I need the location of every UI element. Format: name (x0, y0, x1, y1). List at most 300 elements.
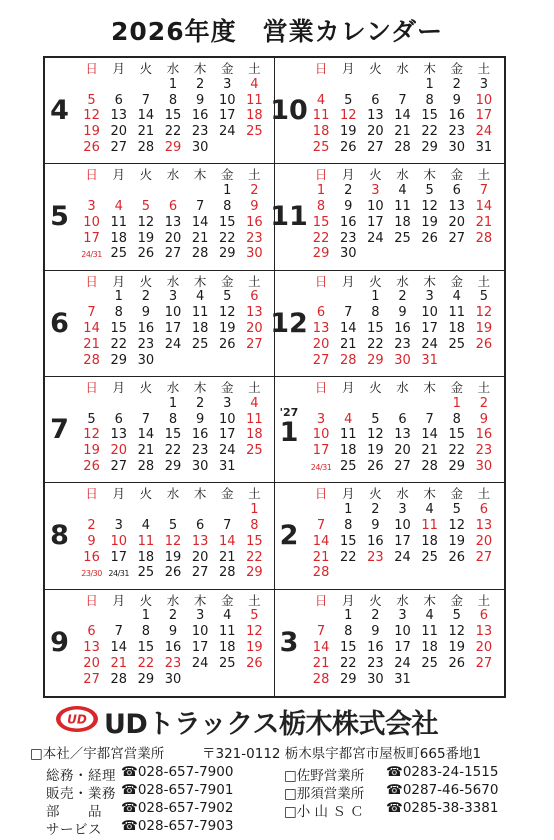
weekday-header: 火 (369, 486, 382, 502)
weekday-header: 日 (85, 273, 98, 289)
day-cell: 29 (164, 458, 182, 474)
empty-cell (78, 397, 105, 412)
month-block (45, 590, 275, 696)
day-cell: 16 (394, 321, 411, 337)
month-block (45, 271, 275, 377)
day-cell: 21 (137, 124, 155, 140)
day-cell: 23 (164, 655, 182, 671)
empty-cell (78, 184, 105, 199)
day-cell: 2 (344, 183, 353, 199)
day-cell: 8 (452, 411, 461, 427)
empty-cell (105, 78, 132, 93)
day-cell: 6 (114, 411, 123, 427)
month-label: 7 (50, 414, 69, 446)
day-cell: 22 (421, 124, 438, 140)
day-cell: 25 (421, 655, 438, 671)
day-cell: 4 (250, 76, 259, 92)
day-cell: 10 (110, 533, 127, 549)
weekday-header: 火 (139, 380, 153, 395)
head-office-address: 〒321-0112 栃木県宇都宮市屋板町665番地1 (202, 746, 482, 762)
day-cell: 18 (448, 321, 466, 337)
empty-cell (214, 673, 241, 688)
branch-label: □小 山 Ｓ Ｃ (284, 804, 364, 820)
weekday-header: 月 (341, 273, 355, 289)
weekday-header: 金 (450, 486, 464, 502)
day-cell: 26 (219, 336, 236, 352)
day-cell: 4 (250, 395, 259, 411)
day-cell: 13 (367, 108, 384, 124)
day-cell: 22 (164, 443, 182, 459)
weekday-header: 木 (193, 592, 207, 608)
day-cell: 3 (479, 76, 489, 92)
day-grid (78, 168, 268, 265)
day-cell: 6 (316, 305, 326, 321)
day-cell: 15 (246, 533, 263, 549)
empty-cell (443, 247, 470, 262)
day-cell: 9 (250, 198, 259, 214)
day-cell: 25 (339, 458, 357, 474)
weekday-header: 金 (450, 380, 464, 395)
day-cell: 15 (312, 214, 330, 230)
day-cell: 2 (87, 517, 96, 533)
empty-cell (362, 78, 389, 93)
day-cell: 21 (475, 214, 493, 230)
day-cell: 26 (83, 139, 100, 155)
weekday-header: 月 (341, 486, 355, 502)
month-number (45, 377, 74, 482)
day-cell: 28 (110, 671, 127, 687)
day-cell: 22 (367, 336, 384, 352)
month-number (270, 58, 308, 163)
day-cell: 11 (191, 305, 209, 321)
day-cell: 7 (114, 624, 123, 640)
day-grid (78, 275, 268, 369)
day-grid (308, 487, 498, 581)
day-cell: 31 (394, 671, 411, 687)
empty-cell (308, 503, 335, 518)
weekday-header: 水 (396, 167, 409, 183)
contact-phone: ☎028-657-7902 (121, 800, 234, 816)
day-cell: 7 (316, 624, 326, 640)
day-cell: 5 (479, 289, 489, 305)
day-cell: 8 (425, 92, 434, 108)
weekday-header: 月 (112, 592, 125, 608)
empty-cell (308, 290, 335, 305)
day-cell: 24/31 (81, 250, 102, 260)
day-cell: 14 (394, 108, 411, 124)
weekday-header: 金 (221, 592, 234, 608)
day-cell: 22 (448, 443, 466, 459)
day-cell: 1 (168, 76, 178, 92)
month-label: 9 (50, 627, 69, 659)
day-cell: 5 (371, 411, 380, 427)
weekday-header: 月 (341, 592, 355, 608)
weekday-header: 日 (314, 273, 328, 289)
weekday-header: 土 (477, 592, 491, 608)
empty-cell (78, 290, 105, 305)
day-cell: 3 (195, 608, 205, 624)
day-cell: 6 (479, 608, 489, 624)
day-cell: 28 (475, 230, 493, 246)
company-logo (55, 705, 99, 733)
weekday-header: 土 (477, 61, 491, 76)
day-cell: 23/30 (81, 569, 102, 579)
day-cell: 4 (425, 608, 434, 624)
weekday-header: 火 (139, 273, 153, 289)
calendar-grid (43, 56, 506, 698)
day-cell: 25 (394, 230, 411, 246)
month-block (45, 483, 275, 589)
day-cell: 1 (425, 76, 434, 92)
day-cell: 11 (339, 427, 357, 443)
day-cell: 15 (339, 640, 357, 656)
empty-cell (105, 397, 132, 412)
day-cell: 1 (344, 608, 353, 624)
weekday-header: 日 (314, 486, 328, 502)
weekday-header: 日 (314, 592, 328, 608)
weekday-header: 土 (248, 380, 261, 395)
day-cell: 11 (312, 108, 330, 124)
weekday-header: 金 (221, 380, 234, 395)
weekday-header: 水 (166, 380, 180, 395)
day-cell: 9 (371, 517, 380, 533)
weekday-header: 日 (314, 167, 328, 183)
weekday-header: 木 (193, 380, 207, 395)
day-cell: 16 (339, 214, 357, 230)
day-cell: 25 (110, 246, 127, 262)
weekday-header: 木 (193, 273, 207, 289)
empty-cell (78, 503, 105, 518)
day-cell: 7 (479, 183, 489, 199)
year-label: '27 (279, 405, 299, 419)
day-cell: 1 (250, 502, 259, 518)
day-cell: 24 (164, 336, 182, 352)
day-cell: 27 (246, 336, 263, 352)
day-cell: 15 (339, 533, 357, 549)
day-cell: 10 (83, 214, 100, 230)
day-cell: 25 (219, 655, 236, 671)
weekday-header: 金 (450, 592, 464, 608)
weekday-header: 土 (477, 273, 491, 289)
day-cell: 14 (312, 640, 330, 656)
weekday-header: 日 (85, 61, 98, 76)
day-cell: 11 (246, 92, 263, 108)
weekday-header: 火 (139, 61, 153, 76)
day-cell: 19 (83, 124, 100, 140)
day-cell: 3 (168, 289, 178, 305)
day-cell: 1 (141, 608, 150, 624)
day-cell: 15 (367, 321, 384, 337)
empty-cell (416, 673, 443, 688)
day-cell: 27 (367, 139, 384, 155)
empty-cell (132, 78, 159, 93)
day-cell: 10 (312, 427, 330, 443)
weekday-header: 水 (396, 592, 409, 608)
day-cell: 9 (371, 624, 380, 640)
day-cell: 8 (344, 624, 353, 640)
day-grid (78, 381, 268, 475)
day-cell: 30 (191, 458, 209, 474)
empty-cell (132, 184, 159, 199)
month-label: 11 (270, 201, 308, 233)
day-cell: 31 (219, 458, 236, 474)
day-cell: 17 (475, 108, 493, 124)
empty-cell (308, 609, 335, 624)
month-label: 5 (50, 201, 69, 233)
day-cell: 4 (223, 608, 232, 624)
day-cell: 26 (475, 336, 493, 352)
weekday-header: 土 (477, 486, 491, 502)
empty-cell (132, 503, 159, 518)
day-cell: 12 (137, 214, 155, 230)
weekday-header: 日 (85, 486, 98, 502)
day-cell: 26 (367, 458, 384, 474)
branch-label: □那須営業所 (284, 786, 365, 802)
day-cell: 13 (448, 198, 466, 214)
day-cell: 8 (114, 305, 123, 321)
day-cell: 3 (223, 76, 232, 92)
day-cell: 13 (475, 624, 493, 640)
empty-cell (389, 397, 416, 412)
day-cell: 1 (371, 289, 380, 305)
day-cell: 25 (137, 565, 155, 581)
empty-cell (187, 354, 214, 369)
day-cell: 21 (191, 230, 209, 246)
empty-cell (187, 673, 214, 688)
contact-phone: ☎028-657-7901 (121, 782, 234, 798)
day-cell: 14 (475, 198, 493, 214)
day-cell: 12 (83, 108, 100, 124)
day-cell: 13 (164, 214, 182, 230)
month-label: 2 (279, 520, 299, 552)
empty-cell (132, 397, 159, 412)
weekday-header: 水 (396, 273, 409, 289)
day-cell: 7 (316, 517, 326, 533)
month-number (270, 271, 308, 376)
day-cell: 30 (394, 352, 411, 368)
weekday-header: 日 (85, 380, 98, 395)
day-cell: 8 (371, 305, 380, 321)
month-block (270, 58, 505, 164)
empty-cell (78, 609, 105, 624)
day-cell: 11 (246, 411, 263, 427)
day-cell: 19 (137, 230, 155, 246)
day-cell: 26 (339, 139, 357, 155)
day-cell: 13 (110, 108, 127, 124)
month-block (45, 377, 275, 483)
day-cell: 14 (110, 640, 127, 656)
day-cell: 30 (339, 246, 357, 262)
day-cell: 28 (83, 352, 100, 368)
day-cell: 15 (164, 108, 182, 124)
day-cell: 1 (223, 183, 232, 199)
empty-cell (362, 397, 389, 412)
day-cell: 22 (312, 230, 330, 246)
day-cell: 4 (141, 517, 150, 533)
empty-cell (241, 354, 268, 369)
empty-cell (214, 503, 241, 518)
day-cell: 5 (344, 92, 353, 108)
day-cell: 2 (195, 76, 205, 92)
day-cell: 9 (195, 411, 205, 427)
day-cell: 1 (168, 395, 178, 411)
weekday-header: 月 (341, 61, 355, 76)
day-cell: 23 (191, 124, 209, 140)
day-cell: 21 (137, 443, 155, 459)
branch-phone: ☎0285-38-3381 (386, 800, 499, 816)
empty-cell (416, 566, 443, 581)
day-cell: 17 (191, 640, 209, 656)
empty-cell (187, 503, 214, 518)
day-cell: 9 (195, 92, 205, 108)
day-cell: 22 (110, 336, 127, 352)
day-cell: 30 (367, 671, 384, 687)
page-title: 2026年度 営業カレンダー (111, 17, 443, 46)
weekday-header: 水 (396, 486, 409, 502)
contact-label: サービス (46, 822, 102, 838)
day-cell: 28 (191, 246, 209, 262)
weekday-header: 木 (193, 167, 207, 183)
day-cell: 7 (344, 305, 353, 321)
day-cell: 16 (367, 640, 384, 656)
day-cell: 28 (219, 565, 236, 581)
weekday-header: 土 (477, 380, 491, 395)
weekday-header: 水 (396, 380, 409, 395)
weekday-header: 金 (221, 167, 234, 183)
empty-cell (335, 78, 362, 93)
day-grid (308, 168, 498, 262)
day-cell: 9 (479, 411, 489, 427)
weekday-header: 木 (423, 592, 436, 608)
day-cell: 29 (421, 139, 438, 155)
day-cell: 27 (164, 246, 182, 262)
day-cell: 29 (137, 671, 155, 687)
empty-cell (159, 354, 186, 369)
logo-text: UD (67, 712, 87, 727)
day-cell: 28 (312, 565, 330, 581)
day-cell: 24/31 (310, 462, 332, 472)
day-cell: 14 (421, 427, 438, 443)
day-cell: 8 (168, 411, 178, 427)
day-cell: 9 (344, 198, 353, 214)
day-cell: 18 (421, 640, 438, 656)
day-cell: 1 (114, 289, 123, 305)
empty-cell (362, 566, 389, 581)
day-cell: 21 (83, 336, 100, 352)
day-cell: 17 (394, 640, 411, 656)
day-cell: 17 (421, 321, 438, 337)
day-cell: 20 (448, 214, 466, 230)
day-cell: 30 (137, 352, 155, 368)
day-cell: 24 (394, 655, 411, 671)
day-grid (308, 594, 498, 688)
day-cell: 30 (191, 139, 209, 155)
day-cell: 18 (137, 549, 155, 565)
company-name: UDトラックス栃木株式会社 (104, 709, 439, 740)
day-cell: 13 (394, 427, 411, 443)
day-cell: 7 (87, 305, 96, 321)
day-cell: 11 (421, 517, 438, 533)
day-cell: 24 (219, 443, 236, 459)
weekday-header: 木 (423, 486, 436, 502)
month-number (45, 58, 74, 163)
day-cell: 27 (475, 655, 493, 671)
weekday-header: 木 (193, 486, 207, 502)
day-cell: 19 (246, 640, 263, 656)
day-cell: 5 (250, 608, 259, 624)
day-cell: 10 (421, 305, 438, 321)
weekday-header: 水 (396, 61, 409, 76)
day-cell: 20 (83, 655, 100, 671)
day-cell: 30 (246, 246, 263, 262)
day-cell: 28 (137, 458, 155, 474)
day-cell: 1 (316, 183, 326, 199)
day-cell: 23 (137, 336, 155, 352)
empty-cell (389, 247, 416, 262)
day-cell: 14 (191, 214, 209, 230)
day-cell: 17 (394, 533, 411, 549)
day-cell: 10 (394, 624, 411, 640)
day-cell: 22 (339, 549, 357, 565)
empty-cell (159, 503, 186, 518)
day-cell: 29 (312, 246, 330, 262)
contact-label: 販売・業務 (46, 786, 116, 802)
day-cell: 4 (344, 411, 353, 427)
month-label: 6 (50, 307, 69, 339)
day-cell: 24 (367, 230, 384, 246)
day-cell: 24 (394, 549, 411, 565)
day-cell: 22 (246, 549, 263, 565)
day-cell: 4 (425, 502, 434, 518)
empty-cell (187, 184, 214, 199)
day-cell: 29 (448, 458, 466, 474)
day-cell: 23 (448, 124, 466, 140)
day-cell: 15 (421, 108, 438, 124)
empty-cell (105, 609, 132, 624)
day-cell: 16 (246, 214, 263, 230)
day-cell: 11 (137, 533, 155, 549)
day-cell: 27 (191, 565, 209, 581)
day-cell: 12 (421, 198, 438, 214)
day-cell: 11 (110, 214, 127, 230)
day-cell: 11 (219, 624, 236, 640)
weekday-header: 金 (450, 61, 464, 76)
weekday-header: 土 (248, 592, 261, 608)
day-cell: 11 (421, 624, 438, 640)
day-cell: 12 (448, 517, 466, 533)
day-cell: 8 (141, 624, 150, 640)
day-cell: 16 (164, 640, 182, 656)
day-cell: 14 (137, 427, 155, 443)
day-cell: 11 (394, 198, 411, 214)
day-cell: 10 (191, 624, 209, 640)
empty-cell (308, 78, 335, 93)
day-cell: 16 (191, 108, 209, 124)
day-cell: 24/31 (108, 569, 129, 579)
day-cell: 17 (83, 230, 100, 246)
day-cell: 17 (110, 549, 127, 565)
day-cell: 6 (479, 502, 489, 518)
day-cell: 1 (452, 395, 461, 411)
day-cell: 16 (137, 321, 155, 337)
day-cell: 6 (452, 183, 461, 199)
day-cell: 28 (394, 139, 411, 155)
day-cell: 20 (312, 336, 330, 352)
weekday-header: 日 (314, 380, 328, 395)
empty-cell (416, 397, 443, 412)
day-cell: 17 (219, 108, 236, 124)
day-cell: 15 (164, 427, 182, 443)
